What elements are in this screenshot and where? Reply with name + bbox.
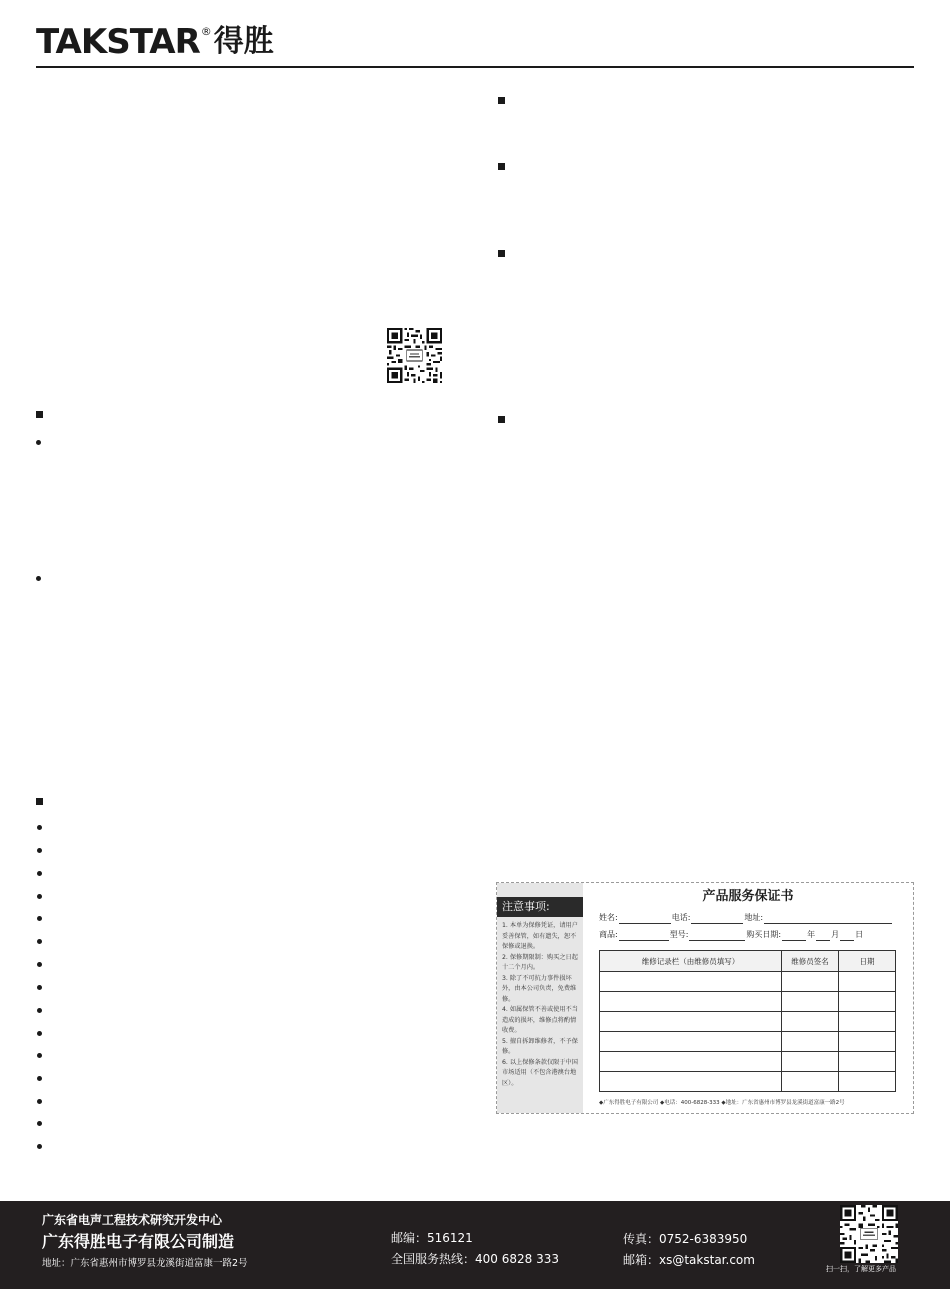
month-field[interactable]	[816, 931, 830, 941]
product-info-row	[599, 929, 863, 941]
table-header-row	[600, 951, 896, 972]
notice-item: 2. 保修期限制：购买之日起十二个月内。	[502, 953, 578, 971]
dot-bullet-icon	[37, 916, 42, 921]
technician-signature-header: 维修员签名	[782, 951, 839, 972]
warranty-card	[496, 882, 914, 1114]
dot-bullet-icon	[37, 1008, 42, 1013]
year-label: 年	[807, 930, 816, 939]
product-field[interactable]	[619, 931, 669, 941]
square-bullet-icon	[36, 411, 43, 418]
notice-item: 5. 擅自拆卸维修者，不予保修。	[502, 1037, 578, 1055]
month-label: 月	[831, 930, 840, 939]
notice-item: 4. 如属保管不善或使用不当造成的损坏，维修点将酌情收费。	[502, 1006, 578, 1034]
takstar-logo	[36, 22, 274, 62]
model-label: 型号:	[669, 930, 689, 939]
notice-list	[502, 921, 580, 1089]
dot-bullet-icon	[36, 440, 41, 445]
table-row	[600, 992, 896, 1012]
notice-title: 注意事项:	[497, 897, 583, 917]
repair-record-header: 维修记录栏（由维修员填写）	[600, 951, 782, 972]
notice-item: 6. 以上保修条款仅限于中国市场适用（不包含港澳台地区）。	[502, 1058, 578, 1087]
notice-item: 1. 本单为保修凭证，请用户妥善保管，如有遗失，恕不保修或退换。	[502, 922, 578, 950]
square-bullet-icon	[498, 97, 505, 104]
page-footer	[0, 1201, 950, 1289]
email: 邮箱：xs@takstar.com	[623, 1253, 755, 1267]
phone-field[interactable]	[691, 914, 743, 924]
dot-bullet-icon	[37, 939, 42, 944]
name-field[interactable]	[619, 914, 671, 924]
notice-panel	[497, 883, 583, 1113]
dot-bullet-icon	[36, 576, 41, 581]
dot-bullet-icon	[37, 1031, 42, 1036]
card-footer: ◆广东得胜电子有限公司 ◆电话：400-6828-333 ◆地址：广东省惠州市博罗县龙溪街道富康一路2号	[599, 1100, 845, 1106]
fax: 传真：0752-6383950	[623, 1232, 748, 1246]
table-row	[600, 1052, 896, 1072]
dot-bullet-icon	[37, 825, 42, 830]
dot-bullet-icon	[37, 1076, 42, 1081]
square-bullet-icon	[36, 798, 43, 805]
dot-bullet-icon	[37, 985, 42, 990]
address-label: 地址:	[744, 913, 764, 922]
model-field[interactable]	[689, 931, 745, 941]
dot-bullet-icon	[37, 1053, 42, 1058]
research-center-name: 广东省电声工程技术研究开发中心	[42, 1213, 223, 1227]
qr-code-icon	[840, 1205, 898, 1263]
square-bullet-icon	[498, 163, 505, 170]
dot-bullet-icon	[37, 894, 42, 899]
customer-info-row	[599, 912, 893, 924]
dot-bullet-icon	[37, 962, 42, 967]
dot-bullet-icon	[37, 871, 42, 876]
purchase-date-label: 购买日期:	[746, 930, 782, 939]
contact-column-2	[623, 1229, 755, 1271]
date-header: 日期	[839, 951, 896, 972]
dot-bullet-icon	[37, 1144, 42, 1149]
square-bullet-icon	[498, 250, 505, 257]
scan-caption: 扫一扫，了解更多产品	[826, 1265, 896, 1273]
brand-name-en: TAKSTAR	[36, 22, 200, 62]
company-address: 地址：广东省惠州市博罗县龙溪街道富康一路2号	[42, 1258, 248, 1269]
repair-record-table	[599, 950, 896, 1092]
address-field[interactable]	[764, 914, 892, 924]
service-hotline: 全国服务热线：400 6828 333	[391, 1252, 559, 1266]
day-label: 日	[855, 930, 864, 939]
product-label: 商品:	[599, 930, 618, 939]
contact-column-1	[391, 1228, 559, 1270]
phone-label: 电话:	[671, 913, 691, 922]
postcode: 邮编：516121	[391, 1231, 473, 1245]
day-field[interactable]	[840, 931, 854, 941]
dot-bullet-icon	[37, 1099, 42, 1104]
header-rule	[36, 66, 914, 68]
name-label: 姓名:	[599, 913, 618, 922]
manufacturer-name: 广东得胜电子有限公司制造	[42, 1232, 235, 1251]
table-row	[600, 972, 896, 992]
year-field[interactable]	[782, 931, 806, 941]
registered-mark: ®	[200, 25, 212, 38]
notice-item: 3. 除了不可抗力事件损坏外，由本公司负责，免费维修。	[502, 974, 577, 1003]
warranty-title: 产品服务保证书	[702, 889, 794, 904]
qr-code-icon	[387, 328, 442, 383]
table-row	[600, 1072, 896, 1092]
dot-bullet-icon	[37, 1121, 42, 1126]
brand-name-cn: 得胜	[213, 24, 274, 59]
dot-bullet-icon	[37, 848, 42, 853]
table-row	[600, 1012, 896, 1032]
table-row	[600, 1032, 896, 1052]
square-bullet-icon	[498, 416, 505, 423]
